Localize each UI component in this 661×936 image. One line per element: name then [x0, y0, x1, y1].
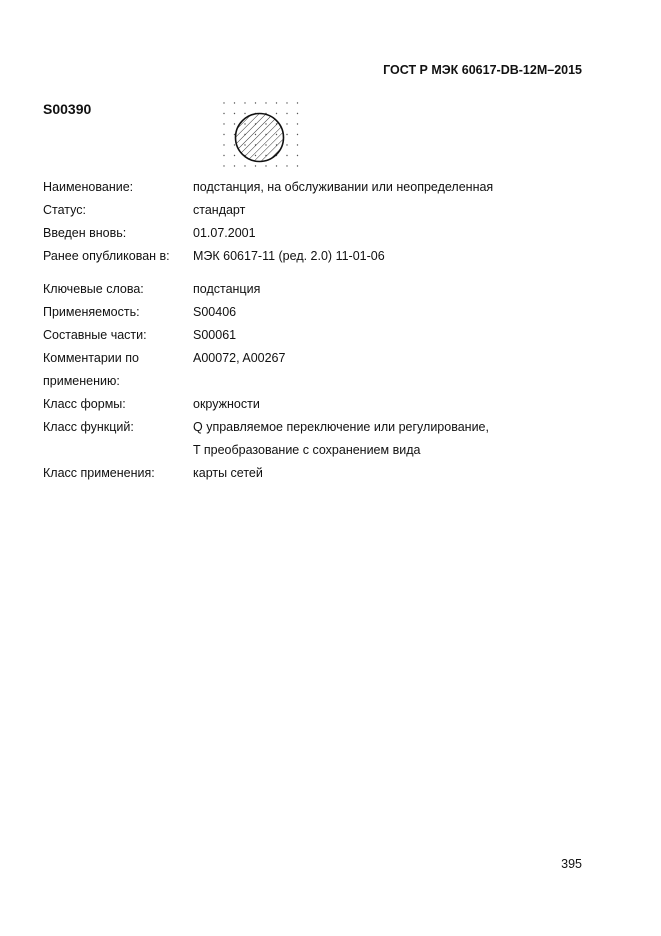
grid-dot — [234, 102, 235, 103]
property-label: Комментарии по — [43, 351, 139, 365]
property-label: Статус: — [43, 203, 86, 217]
grid-dot — [297, 123, 298, 124]
grid-dot — [276, 113, 277, 114]
property-row-status — [43, 199, 603, 222]
grid-dot — [265, 102, 266, 103]
property-label: Применяемость: — [43, 305, 140, 319]
property-label: Ранее опубликован в: — [43, 249, 170, 263]
property-value: МЭК 60617-11 (ред. 2.0) 11-01-06 — [193, 249, 385, 263]
grid-dot — [297, 134, 298, 135]
grid-dot — [265, 165, 266, 166]
grid-dot — [255, 102, 256, 103]
grid-dot — [276, 165, 277, 166]
property-label: Класс функций: — [43, 420, 134, 434]
grid-dot — [234, 123, 235, 124]
property-label: Класс формы: — [43, 397, 126, 411]
property-label — [43, 439, 193, 462]
property-row-application-notes-cont — [43, 370, 603, 393]
grid-dot — [234, 113, 235, 114]
grid-dot — [297, 144, 298, 145]
property-row-keywords — [43, 278, 603, 301]
property-row-function-class — [43, 416, 603, 439]
property-row-components — [43, 324, 603, 347]
property-row-function-class-cont — [43, 439, 603, 462]
grid-dot — [255, 165, 256, 166]
property-value: стандарт — [193, 203, 246, 217]
page-number: 395 — [561, 857, 582, 871]
document-header-title: ГОСТ Р МЭК 60617-DB-12M–2015 — [383, 63, 582, 77]
hatched-circle-icon — [222, 101, 300, 173]
grid-dot — [286, 144, 287, 145]
grid-dot — [244, 102, 245, 103]
property-value: S00406 — [193, 305, 237, 319]
property-label: Составные части: — [43, 328, 147, 342]
property-row-applicability — [43, 301, 603, 324]
grid-dot — [297, 165, 298, 166]
grid-dot — [234, 155, 235, 156]
property-row-shape-class — [43, 393, 603, 416]
grid-dot — [297, 113, 298, 114]
symbol-code: S00390 — [43, 101, 92, 117]
grid-dot — [297, 102, 298, 103]
property-row-application-notes — [43, 347, 603, 370]
property-row-introduced — [43, 222, 603, 245]
grid-dot — [286, 155, 287, 156]
grid-dot — [223, 123, 224, 124]
grid-dot — [276, 102, 277, 103]
property-label: применению: — [43, 374, 120, 388]
grid-dot — [286, 123, 287, 124]
property-row-name — [43, 176, 603, 199]
properties-table — [43, 176, 603, 485]
grid-dot — [286, 102, 287, 103]
property-value: T преобразование с сохранением вида — [193, 443, 421, 457]
grid-dot — [223, 165, 224, 166]
property-value: окружности — [193, 397, 260, 411]
property-value: A00072, A00267 — [193, 351, 286, 365]
property-row-application-class — [43, 462, 603, 485]
grid-dot — [286, 113, 287, 114]
property-value — [193, 370, 603, 393]
property-value: S00061 — [193, 328, 237, 342]
grid-dot — [223, 113, 224, 114]
grid-dot — [244, 165, 245, 166]
grid-dot — [234, 144, 235, 145]
grid-dot — [223, 134, 224, 135]
property-row-previously-published — [43, 245, 603, 268]
grid-dot — [234, 165, 235, 166]
grid-dot — [286, 165, 287, 166]
grid-dot — [223, 102, 224, 103]
property-value: подстанция — [193, 282, 261, 296]
symbol-graphic — [222, 101, 300, 173]
property-label: Класс применения: — [43, 466, 155, 480]
grid-dot — [297, 155, 298, 156]
property-label: Введен вновь: — [43, 226, 127, 240]
grid-dot — [244, 113, 245, 114]
grid-dot — [223, 144, 224, 145]
property-value: Q управляемое переключение или регулирование, — [193, 420, 489, 434]
grid-dot — [223, 155, 224, 156]
property-label: Ключевые слова: — [43, 282, 144, 296]
property-label: Наименование: — [43, 180, 134, 194]
property-value: 01.07.2001 — [193, 226, 256, 240]
circle-shape — [236, 114, 284, 162]
grid-dot — [286, 134, 287, 135]
property-value: карты сетей — [193, 466, 263, 480]
property-value: подстанция, на обслуживании или неопределенная — [193, 180, 494, 194]
